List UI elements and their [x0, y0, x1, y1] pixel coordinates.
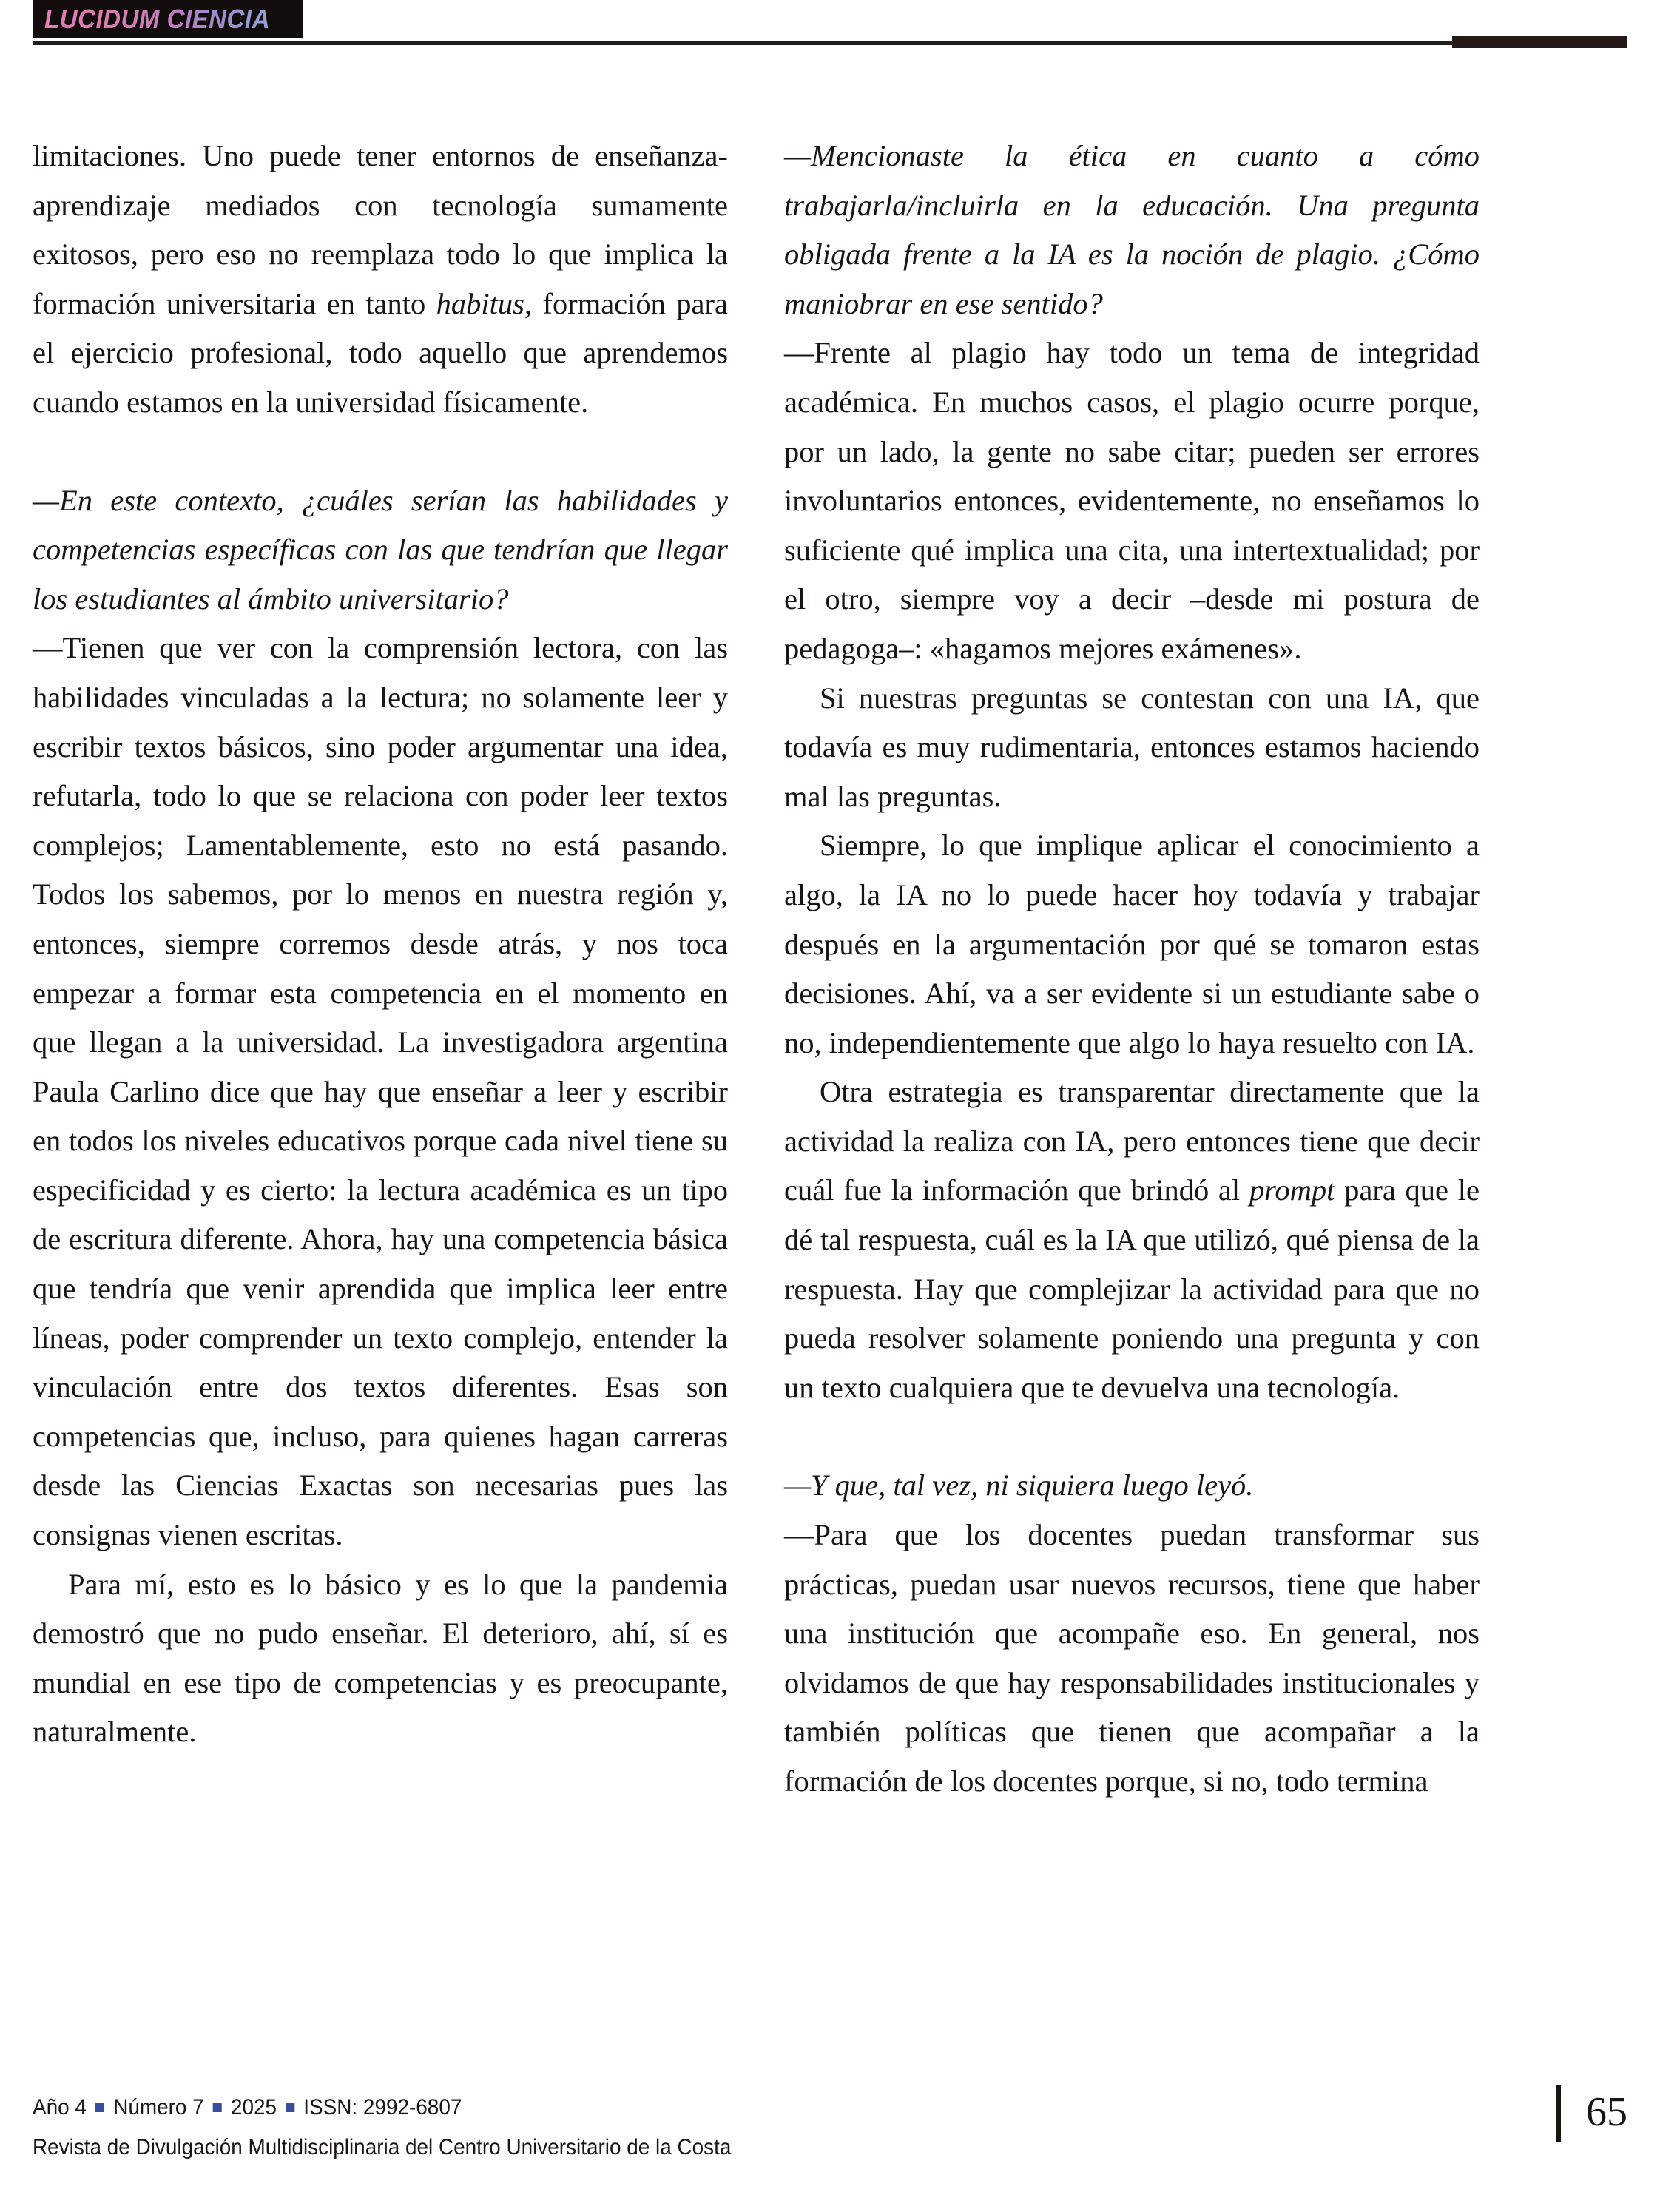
footer-publication-year: 2025 [230, 2095, 277, 2120]
page-number: 65 [1586, 2089, 1627, 2135]
question-etica-plagio: —Mencionaste la ética en cuanto a cómo trabajarla/incluirla en la educación. Una pregunta obligada frente a la IA es la noción de plagio. ¿Cómo maniobrar en ese sentido? [784, 139, 1480, 320]
paragraph-text: Otra estrategia es transparentar directamente que la actividad la realiza con IA, pero entonces tiene que decir cuál fue la información que brindó al [784, 1075, 1480, 1207]
article-body [33, 132, 1627, 2055]
answer-para-mi: Para mí, esto es lo básico y es lo que la pandemia demostró que no pudo enseñar. El deterioro, ahí, sí es mundial en ese tipo de competencias y es preocupante, naturalmente. [33, 1567, 728, 1749]
paragraph-limitaciones [33, 132, 728, 428]
bullet-square-icon [213, 2103, 222, 2112]
answer-otra-estrategia [784, 1068, 1480, 1412]
question-ni-siquiera-leyo: —Y que, tal vez, ni siquiera luego leyó. [784, 1469, 1254, 1503]
bullet-square-icon [95, 2103, 104, 2112]
answer-integridad-academica: —Frente al plagio hay todo un tema de integridad académica. En muchos casos, el plagio ocurre porque, por un lado, la gente no sabe citar; pueden ser errores involuntarios entonces, evidentemente, no enseñamos lo suficiente qué implica una cita, una intertextualidad; por el otro, siempre voy a decir –desde mi postura de pedagoga–: «hagamos mejores exámenes». [784, 336, 1480, 665]
masthead-rule-thin [33, 41, 1452, 45]
paragraph-text: limitaciones. Uno puede tener entornos de enseñanza-aprendizaje mediados con tecnología sumamente exitosos, pero eso no reemplaza todo lo que implica la formación universitaria en tanto [33, 139, 728, 320]
column-left [33, 132, 728, 2055]
footer-year: Año 4 [33, 2095, 87, 2120]
masthead-logo-badge [33, 0, 303, 38]
paragraph-text-after: formación para el ejercicio profesional, todo aquello que aprendemos cuando estamos en la universidad físicamente. [33, 286, 728, 419]
italic-term-prompt: prompt [1249, 1173, 1335, 1207]
answer-comprension-lectora: —Tienen que ver con la comprensión lectora, con las habilidades vinculadas a la lectura; no solamente leer y escribir textos básicos, sino poder argumentar una idea, refutarla, todo lo que se relaciona con poder leer textos complejos; Lamentablemente, esto no está pasando. Todos los sabemos, por lo menos en nuestra región y, entonces, siempre corremos desde atrás, y nos toca empezar a formar esta competencia en el momento en que llegan a la universidad. La investigadora argentina Paula Carlino dice que hay que enseñar a leer y escribir en todos los niveles educativos porque cada nivel tiene su especificidad y es cierto: la lectura académica es un tipo de escritura diferente. Ahora, hay una competencia básica que tendría que venir aprendida que implica leer entre líneas, poder comprender un texto complejo, entender la vinculación entre dos textos diferentes. Esas son competencias que, incluso, para quienes hagan carreras desde las Ciencias Exactas son necesarias pues las consignas vienen escritas. [33, 631, 728, 1552]
bullet-square-icon [286, 2103, 294, 2112]
italic-term-habitus: habitus, [436, 286, 533, 320]
column-right [784, 132, 1480, 2055]
folio-divider [1556, 2085, 1561, 2142]
footer-colophon [33, 2088, 731, 2168]
paragraph-text-after: para que le dé tal respuesta, cuál es la IA que utilizó, qué piensa de la respuesta. Hay que complejizar la actividad para que no pueda resolver solamente poniendo una pregunta y con un texto cualquiera que te devuelva una tecnología. [784, 1173, 1480, 1404]
footer-issue-line [33, 2088, 731, 2128]
page-folio [1556, 2082, 1627, 2145]
footer-subtitle: Revista de Divulgación Multidisciplinaria del Centro Universitario de la Costa [33, 2135, 732, 2159]
answer-siempre-conocimiento: Siempre, lo que implique aplicar el conocimiento a algo, la IA no lo puede hacer hoy todavía y trabajar después en la argumentación por qué se tomaron estas decisiones. Ahí, va a ser evidente si un estudiante sabe o no, independientemente que algo lo haya resuelto con IA. [784, 829, 1480, 1059]
masthead-title: LUCIDUM CIENCIA [44, 4, 270, 34]
page-footer [33, 2074, 1627, 2171]
masthead-rule-thick [1452, 36, 1627, 48]
footer-issn: ISSN: 2992-6807 [303, 2095, 462, 2120]
page-masthead [0, 0, 1660, 53]
question-habilidades-competencias: —En este contexto, ¿cuáles serían las habilidades y competencias específicas con las que tendrían que llegar los estudiantes al ámbito universitario? [33, 483, 728, 616]
answer-docentes-instituciones: —Para que los docentes puedan transformar sus prácticas, puedan usar nuevos recursos, tiene que haber una institución que acompañe eso. En general, nos olvidamos de que hay responsabilidades institucionales y también políticas que tienen que acompañar a la formación de los docentes porque, si no, todo termina [784, 1518, 1480, 1798]
answer-si-nuestras-preguntas: Si nuestras preguntas se contestan con una IA, que todavía es muy rudimentaria, entonces estamos haciendo mal las preguntas. [784, 681, 1480, 813]
footer-issue-number: Número 7 [113, 2095, 204, 2120]
